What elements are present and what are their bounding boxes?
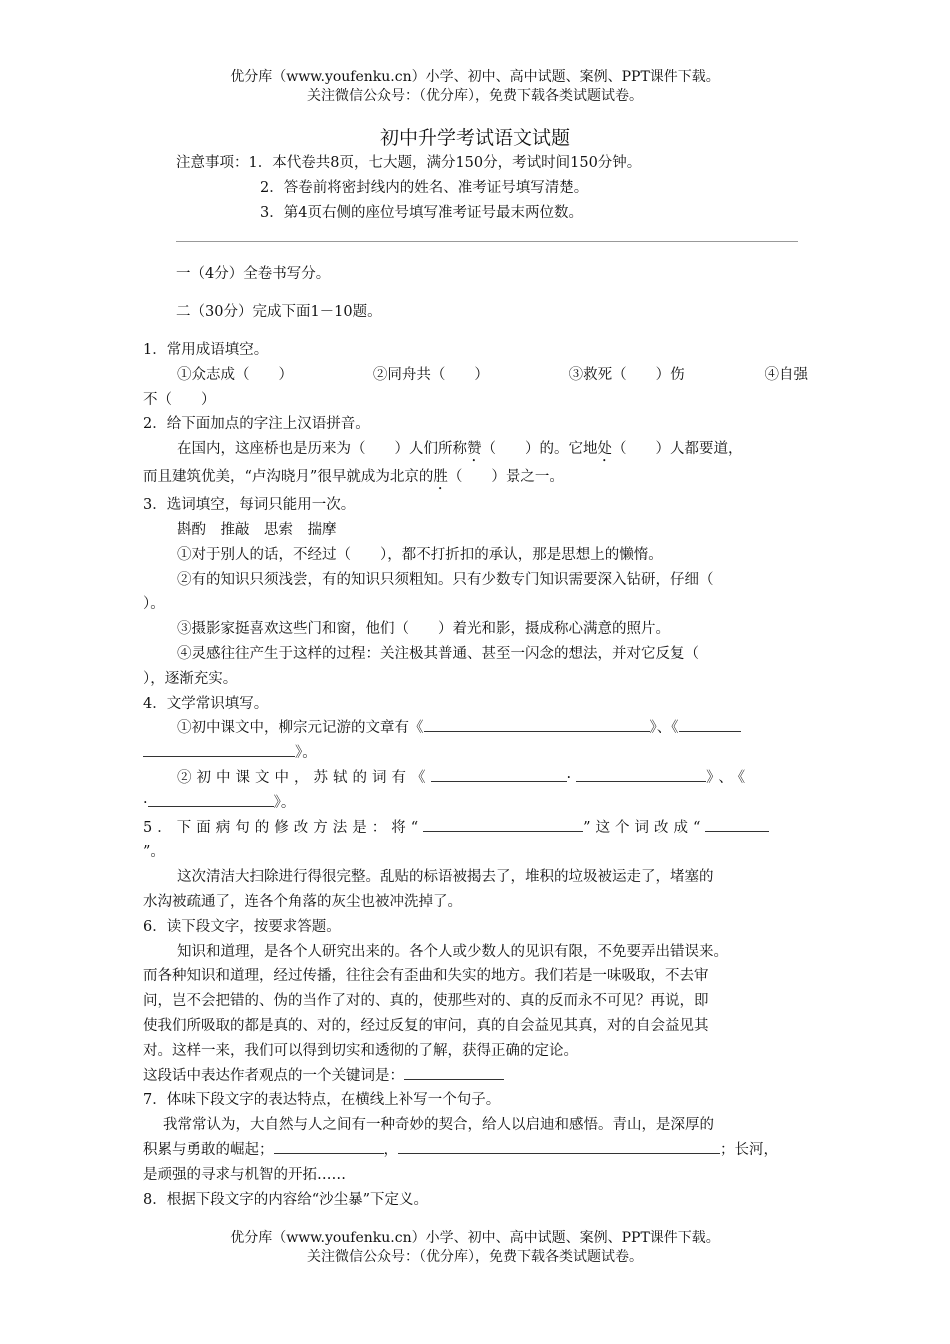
q4-text: · [143, 794, 148, 811]
q1-item-3: ③救死（ ）伤 [568, 366, 685, 383]
answer-blank[interactable] [143, 741, 295, 757]
q7-para-1: 我常常认为，大自然与人之间有一种奇妙的契合，给人以启迪和感悟。青山，是深厚的 [163, 1117, 714, 1134]
q2-para-1 [143, 437, 808, 465]
q2-text: 在国内，这座桥也是历来为 [177, 441, 351, 458]
answer-blank[interactable] [398, 1138, 720, 1154]
q1-item-4: ④自强 [764, 366, 808, 383]
header-line-1: 优分库（www.youfenku.cn）小学、初中、高中试题、案例、PPT课件下载。 [230, 69, 720, 85]
q7-text: ；长河， [720, 1141, 778, 1158]
answer-blank[interactable] [423, 816, 583, 832]
section-one: 一（4分）全卷书写分。 [176, 266, 331, 282]
section-two: 二（30分）完成下面1－10题。 [176, 304, 382, 320]
q1-item-2: ②同舟共（ ） [372, 366, 489, 383]
page-title: 初中升学考试语文试题 [379, 127, 570, 149]
q3-d-line-2: ），逐渐充实。 [143, 670, 238, 687]
q2-text: （ ）景之一。 [447, 469, 564, 486]
q2-stem: 2．给下面加点的字注上汉语拼音。 [143, 416, 370, 433]
answer-blank[interactable] [431, 766, 567, 782]
q7-para-3: 是顽强的寻求与机智的开拓…… [143, 1166, 346, 1183]
q5-text: ”这个词改成“ [583, 819, 706, 836]
q3-stem: 3．选词填空，每词只能用一次。 [143, 497, 356, 514]
q4-text: ①初中课文中，柳宗元记游的文章有《 [177, 720, 424, 737]
q8-stem: 8．根据下段文字的内容给“沙尘暴”下定义。 [143, 1191, 429, 1208]
answer-blank[interactable] [148, 791, 274, 807]
q5-para-1: 这次清洁大扫除进行得很完整。乱贴的标语被揭去了，堆积的垃圾被运走了，堵塞的 [177, 869, 714, 886]
q7-text: ， [383, 1141, 398, 1158]
q6-ask [143, 1064, 808, 1089]
q5-line-2: ”。 [143, 844, 165, 861]
q1-item-1: ①众志成（ ） [177, 366, 293, 383]
q1-tail: 不（ ） [143, 391, 216, 408]
note-3: 3．第4页右侧的座位号填写准考证号最末两位数。 [260, 205, 583, 221]
answer-blank[interactable] [576, 766, 706, 782]
answer-blank[interactable] [705, 816, 769, 832]
q6-text: 这段话中表达作者观点的一个关键词是： [143, 1067, 404, 1084]
dotted-char: 赞 [467, 441, 482, 458]
q2-text: 而且建筑优美，“卢沟晓月”很早就成为北京的 [143, 469, 434, 486]
dotted-char: 胜 [433, 469, 448, 486]
q7-stem: 7．体味下段文字的表达特点，在横线上补写一个句子。 [143, 1092, 501, 1109]
q2-text: （ ）人都要道， [612, 441, 743, 458]
exam-notes [176, 151, 641, 226]
footer-line-1: 优分库（www.youfenku.cn）小学、初中、高中试题、案例、PPT课件下载。 [230, 1230, 720, 1246]
answer-blank[interactable] [424, 716, 650, 732]
q5-para-2: 水沟被疏通了，连各个角落的灰尘也被冲洗掉了。 [143, 893, 462, 910]
q3-d-line-1: ④灵感往往产生于这样的过程：关注极其普通、甚至一闪念的想法，并对它反复（ [177, 645, 699, 662]
q2-text: （ ）的。它地 [481, 441, 598, 458]
q4-text: 》。 [273, 794, 296, 811]
q4-text: ②初中课文中，苏轼的词有《 [177, 769, 431, 786]
q4-text: 》、《 [649, 720, 679, 737]
q3-b-line-2: ）。 [143, 596, 165, 613]
answer-blank[interactable] [274, 1138, 384, 1154]
q6-para-5: 对。这样一来，我们可以得到切实和透彻的了解，获得正确的定论。 [143, 1042, 578, 1059]
page-header [0, 68, 950, 106]
q6-para-3: 问，岂不会把错的、伪的当作了对的、真的，使那些对的、真的反而永不可见？再说，即 [143, 993, 709, 1010]
footer-line-2: 关注微信公众号：（优分库），免费下载各类试题试卷。 [307, 1249, 643, 1265]
q7-para-2 [143, 1138, 808, 1163]
page-footer [0, 1229, 950, 1267]
q6-para-4: 使我们所吸取的都是真的、对的，经过反复的审问，真的自会益见其真，对的自会益见其 [143, 1017, 709, 1034]
q3-b-line-1: ②有的知识只须浅尝，有的知识只须粗知。只有少数专门知识需要深入钻研，仔细（ [177, 571, 714, 588]
header-line-2: 关注微信公众号：（优分库），免费下载各类试题试卷。 [307, 88, 643, 104]
q4-a-line-1 [143, 716, 808, 741]
q4-text: · [566, 769, 577, 786]
q1-items [143, 363, 808, 388]
q6-para-2: 而各种知识和道理，经过传播，往往会有歪曲和失实的地方。我们若是一味吸取，不去审 [143, 968, 709, 985]
q4-a-line-2 [143, 741, 808, 766]
dotted-char: 处 [597, 441, 612, 458]
divider [176, 241, 798, 242]
answer-blank[interactable] [679, 716, 741, 732]
q5-line-1 [143, 816, 808, 841]
q3-a: ①对于别人的话，不经过（ ），都不打折扣的承认，那是思想上的懒惰。 [177, 546, 663, 563]
note-1: 注意事项：1．本代卷共8页，七大题，满分150分，考试时间150分钟。 [176, 155, 642, 171]
q1-stem: 1．常用成语填空。 [143, 342, 269, 358]
q4-text: 》、《 [706, 769, 751, 786]
q4-stem: 4．文学常识填写。 [143, 695, 269, 712]
q2-text: （ ）人们所称 [351, 441, 467, 458]
q4-text: 》。 [295, 745, 317, 762]
q6-stem: 6．读下段文字，按要求答题。 [143, 918, 341, 935]
q4-b-line-2 [143, 791, 808, 816]
note-2: 2．答卷前将密封线内的姓名、准考证号填写清楚。 [260, 180, 589, 196]
q6-para-1: 知识和道理，是各个人研究出来的。各个人或少数人的见识有限，不免要弄出错误来。 [177, 943, 728, 960]
answer-blank[interactable] [404, 1064, 504, 1080]
q3-words: 斟酌 推敲 思索 揣摩 [177, 521, 337, 538]
q4-b-line-1 [143, 766, 808, 791]
questions [143, 338, 808, 1212]
q3-c: ③摄影家挺喜欢这些门和窗，他们（ ）着光和影，摄成称心满意的照片。 [177, 621, 670, 638]
q2-para-2 [143, 465, 808, 493]
q5-text: 5．下面病句的修改方法是：将“ [143, 819, 424, 836]
q7-text: 积累与勇敢的崛起； [143, 1141, 274, 1158]
